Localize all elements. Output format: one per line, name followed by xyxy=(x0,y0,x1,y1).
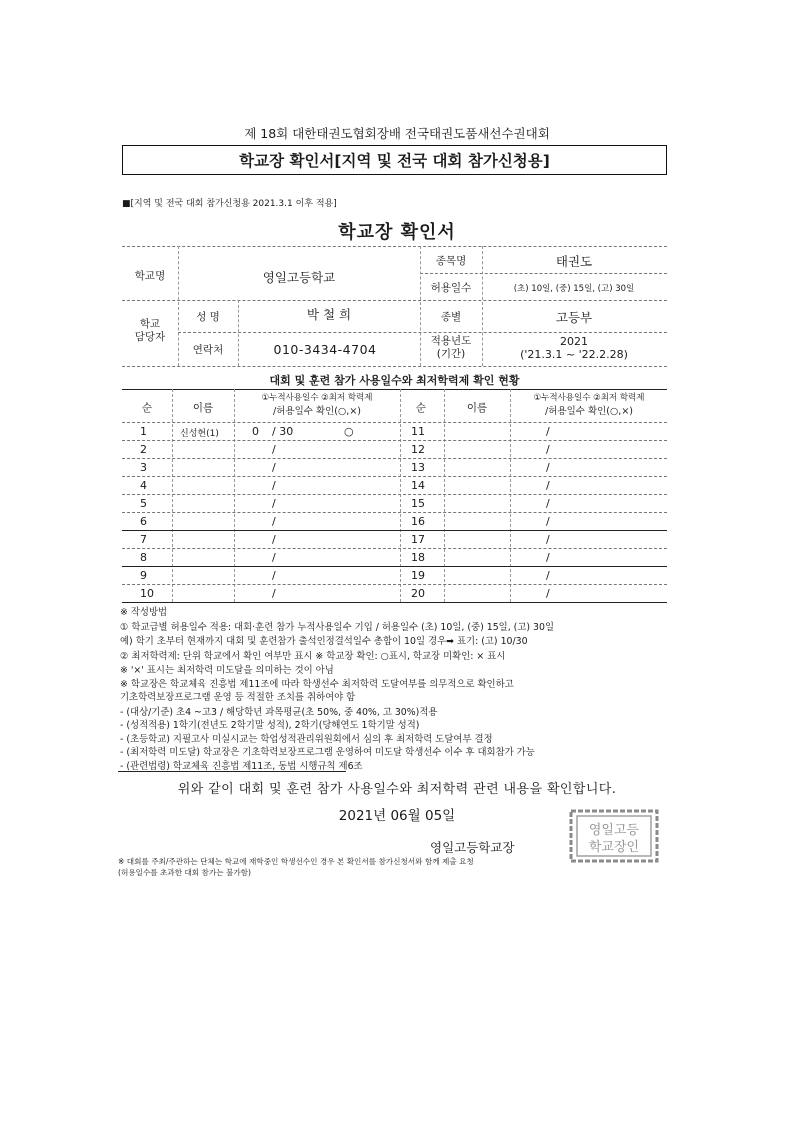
col-days-right-line1: ①누적사용일수 ②최저 학력제 xyxy=(533,393,645,403)
row-number: 2 xyxy=(140,443,147,456)
row-number: 5 xyxy=(140,497,147,510)
row-number: 10 xyxy=(140,587,154,600)
row-slash: / xyxy=(272,461,276,474)
document-title: 학교장 확인서[지역 및 전국 대회 참가신청용] xyxy=(122,145,667,175)
row-slash: / xyxy=(546,533,550,546)
allowed-days-label: 허용일수 xyxy=(430,282,472,294)
row-slash: / xyxy=(546,425,550,438)
event-title: 제 18회 대한태권도협회장배 전국태권도품새선수권대회 xyxy=(244,126,550,141)
col-days-right xyxy=(534,392,645,418)
applies-note: ■[지역 및 전국 대회 참가신청용 2021.3.1 이후 적용] xyxy=(122,199,337,209)
contact-label: 연락처 xyxy=(192,344,224,356)
col-name-left: 이름 xyxy=(192,402,214,414)
seal-graphic xyxy=(568,808,660,864)
instruction-line: - (초등학교) 지필고사 미실시교는 학업성적관리위원회에서 심의 후 최저학력 도달여부 결정 xyxy=(120,734,493,745)
status-table-heading: 대회 및 훈련 참가 사용일수와 최저학력제 확인 현황 xyxy=(269,374,520,387)
col-days-right-line2: /허용일수 확인(○,×) xyxy=(545,406,633,417)
row-slash: / xyxy=(546,497,550,510)
year-value xyxy=(520,335,628,361)
year-label-line2: (기간) xyxy=(436,348,466,360)
row-slash: / xyxy=(546,443,550,456)
row-allowed-days: / 30 xyxy=(272,425,294,438)
row-slash: / xyxy=(546,569,550,582)
teacher-label xyxy=(135,318,165,344)
allowed-days-value: (초) 10일, (중) 15일, (고) 30일 xyxy=(513,284,635,294)
instruction-line: - (대상/기준) 초4 ~고3 / 해당학년 과목평균(초 50%, 중 40%, 고 30%)적용 xyxy=(120,707,438,718)
col-days-left xyxy=(262,392,373,418)
year-value-line1: 2021 xyxy=(559,335,588,348)
row-number: 15 xyxy=(411,497,425,510)
row-number: 8 xyxy=(140,551,147,564)
row-number: 16 xyxy=(411,515,425,528)
row-number: 12 xyxy=(411,443,425,456)
footnote-line2: (허용일수를 초과한 대회 참가는 불가함) xyxy=(118,868,251,877)
instructions-title: ※ 작성방법 xyxy=(120,607,168,618)
col-name-right: 이름 xyxy=(466,402,488,414)
instruction-line: ※ 학교장은 학교체육 진흥법 제11조에 따라 학생선수 최저학력 도달여부를 의무적으로 확인하고 xyxy=(120,679,514,690)
name-label: 성 명 xyxy=(196,311,220,323)
contact-value: 010-3434-4704 xyxy=(273,342,377,357)
col-days-left-line1: ①누적사용일수 ②최저 학력제 xyxy=(261,393,373,403)
sport-value: 태권도 xyxy=(555,254,593,269)
confirmation-sentence: 위와 같이 대회 및 훈련 참가 사용일수와 최저학력 관련 내용을 확인합니다. xyxy=(177,782,617,797)
instruction-line: - (최저학력 미도달) 학교장은 기초학력보장프로그램 운영하여 미도달 학생선수 이수 후 대회참가 가능 xyxy=(120,747,535,758)
sport-label: 종목명 xyxy=(435,255,467,267)
year-value-line2: ('21.3.1 ~ '22.2.28) xyxy=(520,348,628,361)
row-number: 9 xyxy=(140,569,147,582)
category-label: 종별 xyxy=(440,311,462,323)
col-no-left: 순 xyxy=(141,402,153,414)
row-slash: / xyxy=(272,497,276,510)
instruction-line: ※ '×' 표시는 최저학력 미도달을 의미하는 것이 아님 xyxy=(120,665,334,676)
row-name: 신성현(1) xyxy=(180,429,219,439)
confirmation-date: 2021년 06월 05일 xyxy=(338,808,456,824)
row-used-days: 0 xyxy=(252,425,259,438)
row-number: 13 xyxy=(411,461,425,474)
row-slash: / xyxy=(272,569,276,582)
school-name: 영일고등학교 xyxy=(262,270,336,285)
instruction-line: 예) 학기 초부터 현재까지 대회 및 훈련참가 출석인정결석일수 총합이 10일 경우➡ 표기: (고) 10/30 xyxy=(120,636,528,647)
row-number: 11 xyxy=(411,425,425,438)
instruction-line: ② 최저학력제: 단위 학교에서 확인 여부만 표시 ※ 학교장 확인: ○표시, 학교장 미확인: × 표시 xyxy=(120,651,506,662)
teacher-label-line1: 학교 xyxy=(139,318,161,330)
row-slash: / xyxy=(272,515,276,528)
row-number: 14 xyxy=(411,479,425,492)
row-slash: / xyxy=(546,551,550,564)
instruction-line: 기초학력보장프로그램 운영 등 적절한 조치를 취하여야 함 xyxy=(120,692,356,703)
row-slash: / xyxy=(272,533,276,546)
row-slash: / xyxy=(272,551,276,564)
seal-text-bottom: 학교장인 xyxy=(588,840,640,855)
school-label: 학교명 xyxy=(134,270,166,282)
category-value: 고등부 xyxy=(555,310,593,325)
row-slash: / xyxy=(272,443,276,456)
year-label xyxy=(431,335,472,361)
row-number: 6 xyxy=(140,515,147,528)
row-number: 7 xyxy=(140,533,147,546)
main-heading: 학교장 확인서 xyxy=(338,222,456,243)
col-no-right: 순 xyxy=(415,402,427,414)
row-number: 4 xyxy=(140,479,147,492)
row-number: 17 xyxy=(411,533,425,546)
row-slash: / xyxy=(546,461,550,474)
instruction-line: - (성적적용) 1학기(전년도 2학기말 성적), 2학기(당해연도 1학기말 성적) xyxy=(120,720,420,731)
footnote-line1: ※ 대회를 주최/주관하는 단체는 학교에 재학중인 학생선수인 경우 본 확인서를 참가신청서와 함께 제출 요청 xyxy=(118,857,474,866)
row-check: ○ xyxy=(344,425,354,438)
teacher-label-line2: 담당자 xyxy=(134,331,166,343)
row-number: 1 xyxy=(140,425,147,438)
year-label-line1: 적용년도 xyxy=(430,335,472,347)
row-number: 19 xyxy=(411,569,425,582)
instruction-line: - (관련법령) 학교체육 진흥법 제11조, 동법 시행규칙 제6조 xyxy=(120,761,363,772)
row-number: 18 xyxy=(411,551,425,564)
row-slash: / xyxy=(546,515,550,528)
seal-text-top: 영일고등 xyxy=(588,823,640,838)
row-number: 3 xyxy=(140,461,147,474)
principal-title: 영일고등학교장 xyxy=(430,840,515,855)
row-number: 20 xyxy=(411,587,425,600)
instruction-line: ① 학교급별 허용일수 적용: 대회·훈련 참가 누적사용일수 기입 / 허용일수 (초) 10일, (중) 15일, (고) 30일 xyxy=(120,622,555,633)
col-days-left-line2: /허용일수 확인(○,×) xyxy=(273,406,361,417)
row-slash: / xyxy=(546,587,550,600)
principal-seal xyxy=(568,808,660,864)
row-slash: / xyxy=(272,587,276,600)
row-slash: / xyxy=(546,479,550,492)
name-value: 박 철 희 xyxy=(306,307,352,322)
row-slash: / xyxy=(272,479,276,492)
